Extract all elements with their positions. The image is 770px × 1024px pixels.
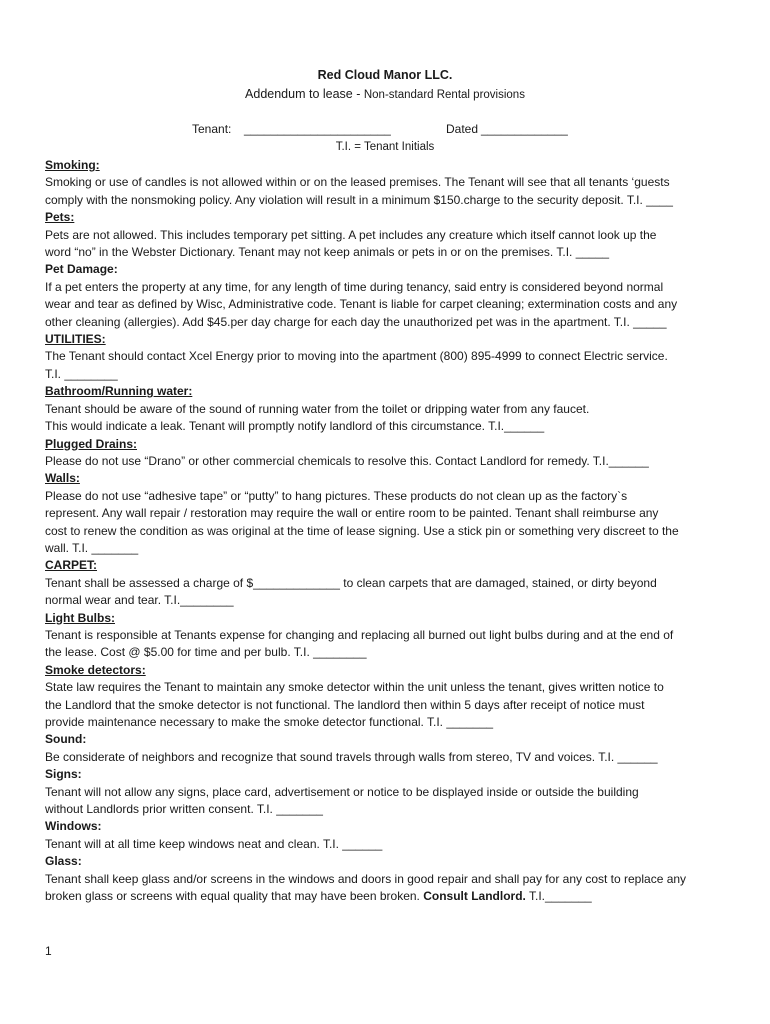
- section-line: Pets are not allowed. This includes temporary pet sitting. A pet includes any creature which itself cannot look up the: [45, 227, 657, 242]
- section-heading-drains: Plugged Drains:: [45, 436, 138, 451]
- section-line: wear and tear as defined by Wisc, Administrative code. Tenant is liable for carpet cleaning; extermination costs and any: [45, 297, 678, 312]
- section-heading-light-bulbs: Light Bulbs:: [45, 610, 115, 625]
- glass-line-start: broken glass or screens with equal quality that may have been broken.: [45, 889, 424, 904]
- section-line: The Tenant should contact Xcel Energy prior to moving into the apartment (800) 895-4999 to connect Electric service.: [45, 349, 668, 364]
- section-heading-sound: Sound:: [45, 732, 87, 747]
- section-line: cost to renew the condition as was original at the time of lease signing. Use a stick pin or something very discreet to the: [45, 523, 679, 538]
- section-heading-signs: Signs:: [45, 767, 82, 782]
- section-line: Tenant is responsible at Tenants expense for changing and replacing all burned out light bulbs during and at the end of: [45, 627, 674, 642]
- section-line: This would indicate a leak. Tenant will promptly notify landlord of this circumstance. T.I.______: [45, 419, 545, 434]
- section-line: Tenant will at all time keep windows neat and clean. T.I. ______: [45, 836, 383, 851]
- section-heading-windows: Windows:: [45, 819, 102, 834]
- section-heading-carpet: CARPET:: [45, 558, 98, 573]
- document-title: Red Cloud Manor LLC.: [317, 68, 453, 82]
- section-line: provide maintenance necessary to make the smoke detector functional. T.I. _______: [45, 715, 494, 729]
- section-line: If a pet enters the property at any time, for any length of time during tenancy, said entry is considered beyond normal: [45, 279, 664, 294]
- glass-line-end: T.I._______: [525, 889, 592, 904]
- section-line: Be considerate of neighbors and recognize that sound travels through walls from stereo, TV and voices. T.I. ______: [45, 749, 658, 764]
- section-line: other cleaning (allergies). Add $45.per day charge for each day the unauthorized pet was in the apartment. T.I. _____: [45, 314, 667, 329]
- section-heading-smoke-detectors: Smoke detectors:: [45, 662, 146, 677]
- section-heading-pets: Pets:: [45, 210, 75, 225]
- section-line: the lease. Cost @ $5.00 for time and per bulb. T.I. ________: [45, 645, 367, 660]
- section-heading-utilities: UTILITIES:: [45, 332, 106, 347]
- subtitle-main: Addendum to lease -: [245, 87, 364, 101]
- section-line: Please do not use “adhesive tape” or “putty” to hang pictures. These products do not clean up as the factory`s: [45, 488, 628, 503]
- document-header: [0, 67, 770, 104]
- section-line: T.I. ________: [45, 366, 118, 381]
- dated-blank[interactable]: _____________: [481, 122, 568, 136]
- subtitle-small: Non-standard Rental provisions: [363, 89, 525, 101]
- section-line: normal wear and tear. T.I.________: [45, 593, 234, 608]
- section-line: Smoking or use of candles is not allowed within or on the leased premises. The Tenant will see that all tenants ‘guests: [45, 175, 670, 190]
- section-line: Tenant should be aware of the sound of running water from the toilet or dripping water from any faucet.: [45, 401, 590, 416]
- section-line: Tenant shall be assessed a charge of $_____________ to clean carpets that are damaged, stained, or dirty beyond: [45, 575, 657, 590]
- section-line: without Landlords prior written consent. T.I. _______: [45, 802, 323, 817]
- section-line: [45, 888, 725, 905]
- section-line: State law requires the Tenant to maintain any smoke detector within the unit unless the tenant, gives written notice to: [45, 680, 664, 695]
- section-line: word “no” in the Webster Dictionary. Tenant may not keep animals or pets in or on the premises. T.I. _____: [45, 245, 610, 260]
- section-heading-walls: Walls:: [45, 471, 80, 486]
- provisions-body: [45, 157, 725, 905]
- section-heading-smoking: Smoking:: [45, 158, 100, 172]
- page-number: 1: [45, 944, 52, 958]
- section-line: Tenant shall keep glass and/or screens in the windows and doors in good repair and shall pay for any cost to replace any: [45, 871, 687, 886]
- dated-label: Dated: [446, 122, 479, 136]
- section-line: wall. T.I. _______: [45, 540, 139, 555]
- section-heading-bathroom: Bathroom/Running water:: [45, 384, 193, 399]
- section-line: the Landlord that the smoke detector is not functional. The landlord then within 5 days after receipt of notice must: [45, 697, 645, 712]
- section-line: Tenant will not allow any signs, place card, advertisement or notice to be displayed inside or outside the building: [45, 784, 639, 799]
- tenant-label: Tenant:: [192, 122, 232, 136]
- section-line: Please do not use “Drano” or other commercial chemicals to resolve this. Contact Landlord for remedy. T.I.______: [45, 453, 649, 468]
- section-line: represent. Any wall repair / restoration may require the wall or entire room to be painted. Tenant shall reimburse any: [45, 506, 659, 521]
- section-heading-glass: Glass:: [45, 854, 82, 869]
- section-line: comply with the nonsmoking policy. Any violation will result in a minimum $150.charge to the security deposit. T.I. ____: [45, 192, 673, 207]
- ti-legend: T.I. = Tenant Initials: [335, 141, 435, 153]
- document-subtitle: [0, 86, 770, 104]
- section-heading-pet-damage: Pet Damage:: [45, 262, 118, 277]
- tenant-name-blank[interactable]: ______________________: [244, 122, 391, 136]
- consult-landlord-text: Consult Landlord.: [423, 889, 526, 904]
